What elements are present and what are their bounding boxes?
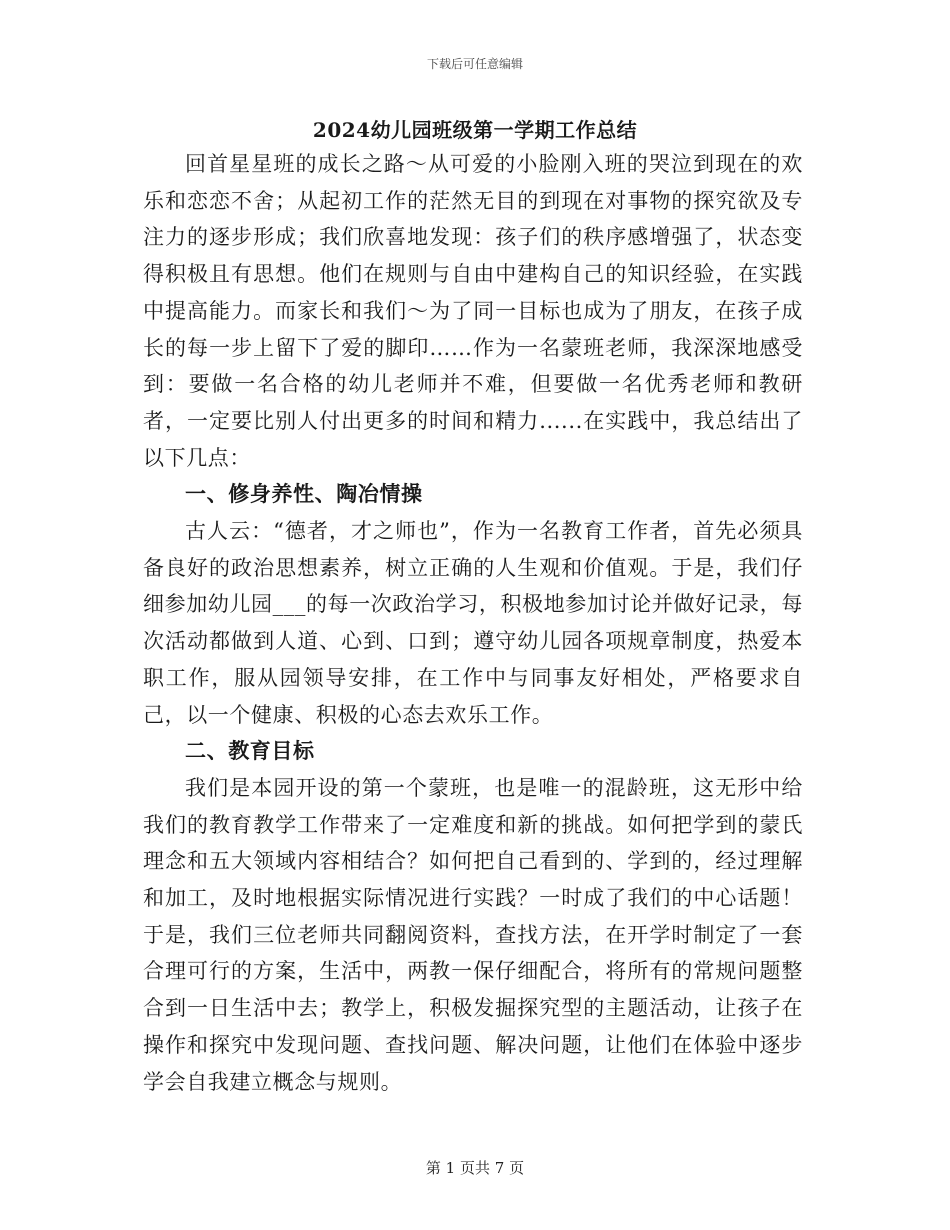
- section-paragraph: 古人云：“德者，才之师也”，作为一名教育工作者，首先必须具备良好的政治思想素养，树立正确的人生观和价值观。于是，我们仔细参加幼儿园___的每一次政治学习，积极地参加讨论并做好记录，每次活动都做到人道、心到、口到；遵守幼儿园各项规章制度，热爱本职工作，服从园领导安排，在工作中与同事友好相处，严格要求自己，以一个健康、积极的心态去欢乐工作。: [143, 519, 803, 727]
- section-heading: 一、修身养性、陶冶情操: [185, 481, 423, 507]
- intro-paragraph: 回首星星班的成长之路～从可爱的小脸刚入班的哭泣到现在的欢乐和恋恋不舍；从起初工作的茫然无目的到现在对事物的探究欲及专注力的逐步形成；我们欣喜地发现：孩子们的秩序感增强了，状态变得积极且有思想。他们在规则与自由中建构自己的知识经验，在实践中提高能力。而家长和我们～为了同一目标也成为了朋友，在孩子成长的每一步上留下了爱的脚印……作为一名蒙班老师，我深深地感受到：要做一名合格的幼儿老师并不难，但要做一名优秀老师和教研者，一定要比别人付出更多的时间和精力......在实践中，我总结出了以下几点：: [143, 152, 803, 470]
- section-heading: 二、教育目标: [185, 738, 315, 764]
- document-title: 2024幼儿园班级第一学期工作总结: [312, 118, 638, 142]
- section-paragraph: 我们是本园开设的第一个蒙班，也是唯一的混龄班，这无形中给我们的教育教学工作带来了一定难度和新的挑战。如何把学到的蒙氏理念和五大领域内容相结合？如何把自己看到的、学到的，经过理解和加工，及时地根据实际情况进行实践？一时成了我们的中心话题！于是，我们三位老师共同翻阅资料，查找方法，在开学时制定了一套合理可行的方案，生活中，两教一保仔细配合，将所有的常规问题整合到一日生活中去；教学上，积极发掘探究型的主题活动，让孩子在操作和探究中发现问题、查找问题、解决问题，让他们在体验中逐步学会自我建立概念与规则。: [143, 775, 803, 1094]
- page-header-note: 下载后可任意编辑: [426, 57, 523, 71]
- page-number: 第 1 页共 7 页: [425, 1159, 525, 1177]
- document-body: [143, 146, 803, 1100]
